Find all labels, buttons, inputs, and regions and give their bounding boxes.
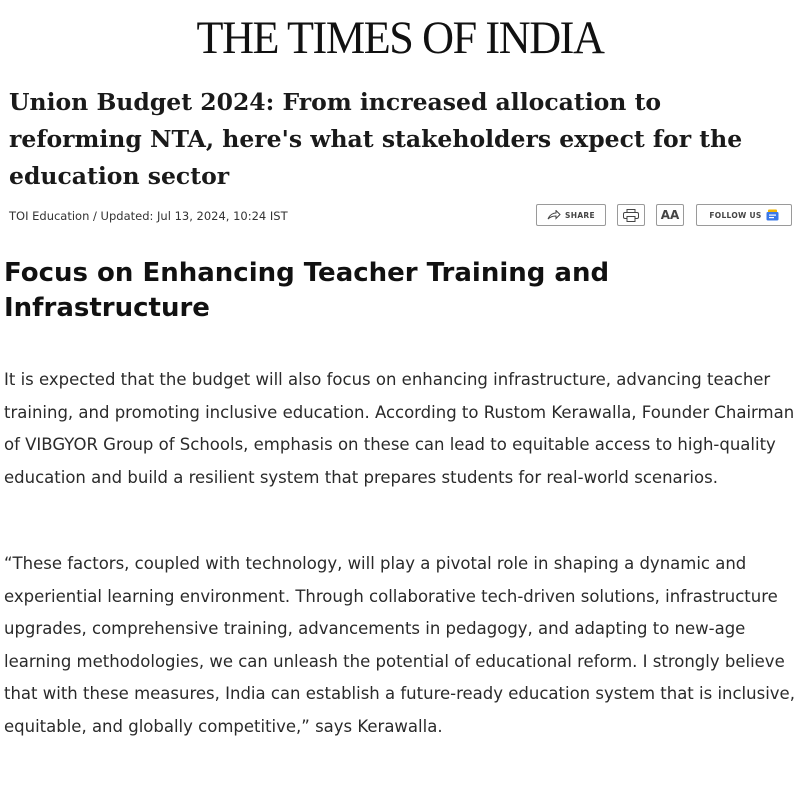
share-button[interactable] xyxy=(536,204,606,226)
google-news-icon xyxy=(766,209,779,221)
article-paragraph-quote: “These factors, coupled with technology, will play a pivotal role in shaping a dynamic and experiential learning environment. Through collaborative tech-driven solutions, infrastructure upgrades, comprehensive training, advancements in pedagogy, and adapting to new-age learning methodologies, we can unleash the potential of educational reform. I strongly believe that with these measures, India can establish a future-ready education system that is inclusive, equitable, and globally competitive,” says Kerawalla. xyxy=(4,554,795,736)
follow-us-label: FOLLOW US xyxy=(709,210,762,220)
article-byline: TOI Education / Updated: Jul 13, 2024, 10:24 IST xyxy=(9,209,288,223)
article-headline: Union Budget 2024: From increased allocation to reforming NTA, here's what stakeholders expect for the education sector xyxy=(9,88,743,190)
print-button[interactable] xyxy=(617,204,645,226)
follow-us-button[interactable] xyxy=(696,204,792,226)
share-icon xyxy=(547,210,561,220)
font-size-button[interactable]: AA xyxy=(656,204,684,226)
section-heading: Focus on Enhancing Teacher Training and Infrastructure xyxy=(4,258,610,323)
article-meta-row xyxy=(9,204,792,230)
article-paragraph: It is expected that the budget will also focus on enhancing infrastructure, advancing teacher training, and promoting inclusive education. According to Rustom Kerawalla, Founder Chairman of VIBGYOR Group of Schools, emphasis on these can lead to equitable access to high-quality education and build a resilient system that prepares students for real-world scenarios. xyxy=(4,370,795,487)
article-toolbar xyxy=(536,204,792,228)
masthead-logo[interactable]: THE TIMES OF INDIA xyxy=(196,12,604,64)
share-label: SHARE xyxy=(565,210,595,220)
printer-icon xyxy=(623,209,639,222)
